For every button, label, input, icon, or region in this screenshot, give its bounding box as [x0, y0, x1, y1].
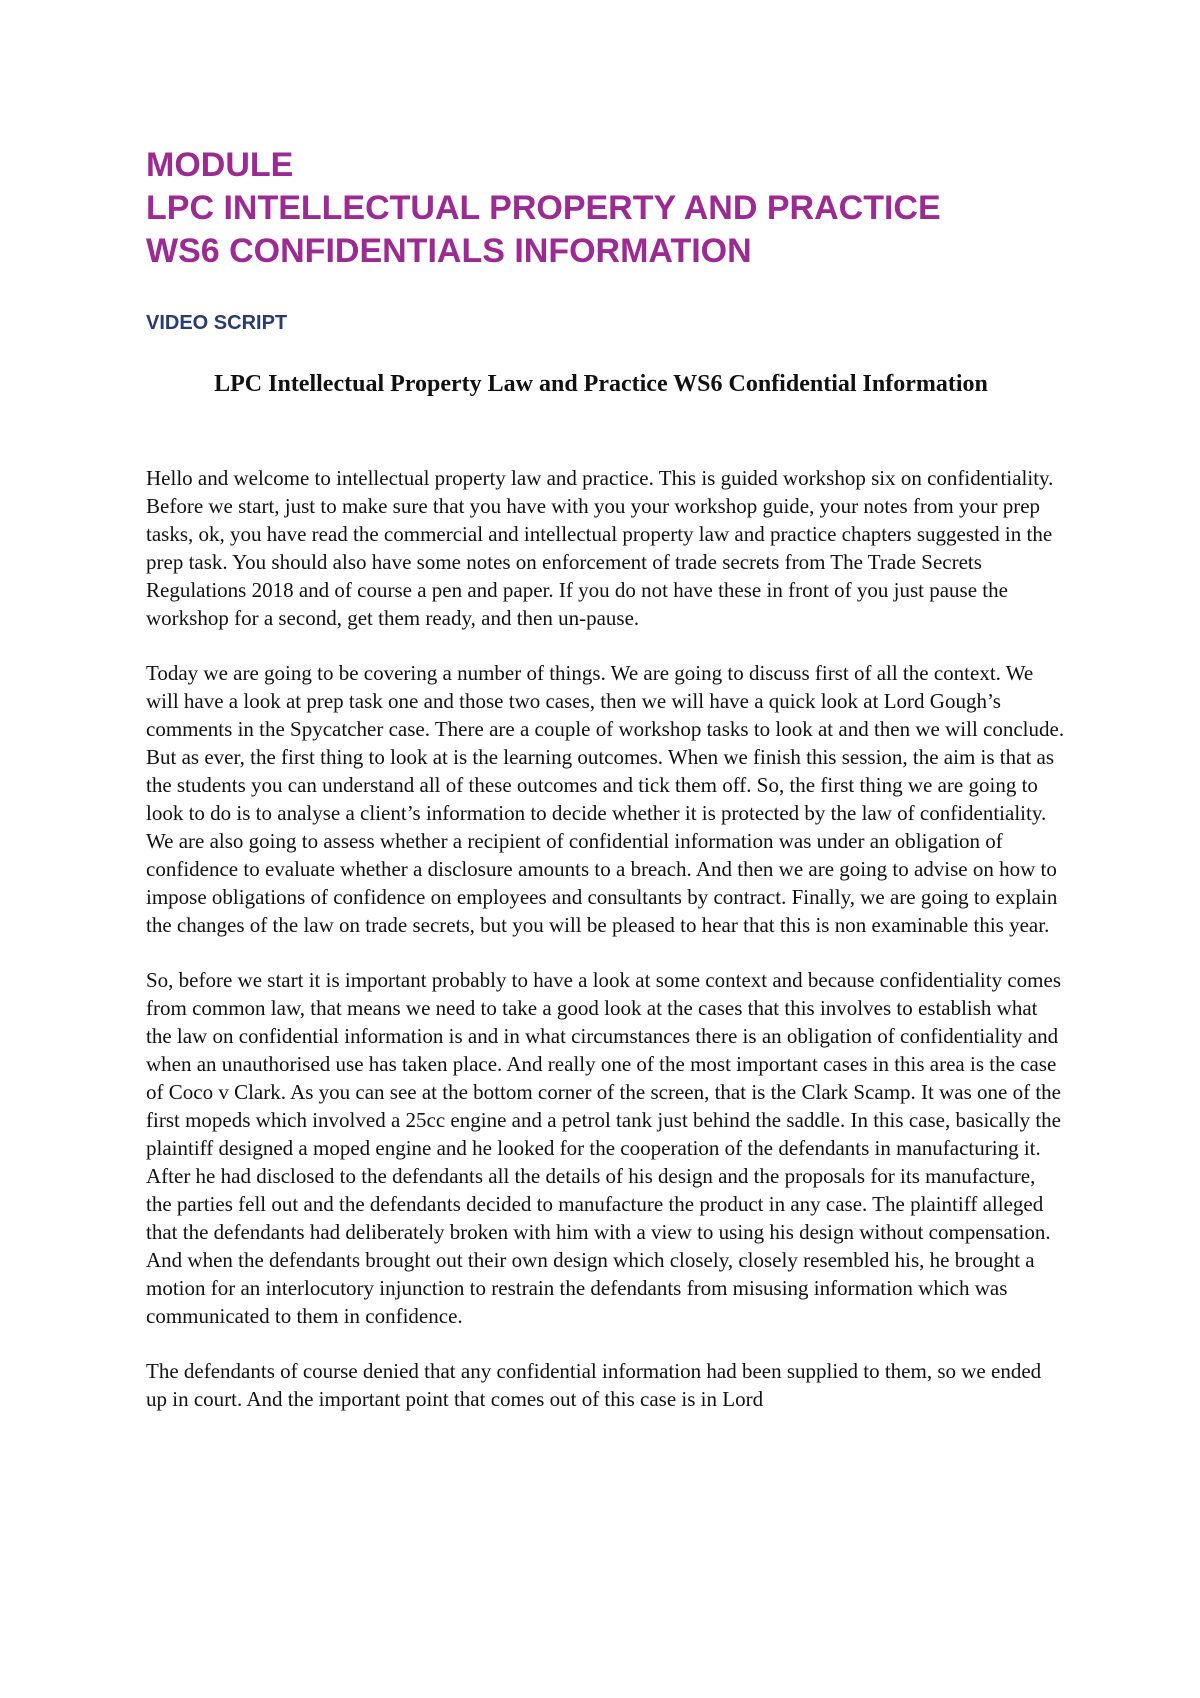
module-label: MODULE	[146, 146, 294, 184]
video-script-heading: VIDEO SCRIPT	[146, 312, 288, 334]
paragraph-outline: Today we are going to be covering a number of things. We are going to discuss first of all the context. We will have a look at prep task one and those two cases, then we will have a quick look at Lord Gough’s comments in the Spycatcher case. There are a couple of workshop tasks to look at and then we will conclude. But as ever, the first thing to look at is the learning outcomes. When we finish this session, the aim is that as the students you can understand all of these outcomes and tick them off. So, the first thing we are going to look to do is to analyse a client’s information to decide whether it is protected by the law of confidentiality. We are also going to assess whether a recipient of confidential information was under an obligation of confidence to evaluate whether a disclosure amounts to a breach. And then we are going to advise on how to impose obligations of confidence on employees and consultants by contract. Finally, we are going to explain the changes of the law on trade secrets, but you will be pleased to hear that this is non examinable this year.	[146, 661, 1065, 937]
workshop-title: WS6 CONFIDENTIALS INFORMATION	[146, 232, 752, 270]
document-body	[146, 464, 1066, 1440]
module-header	[146, 144, 1106, 273]
paragraph-defendants: The defendants of course denied that any confidential information had been supplied to them, so we ended up in court. And the important point that comes out of this case is in Lord	[146, 1359, 1042, 1411]
paragraph-context: So, before we start it is important probably to have a look at some context and because confidentiality comes from common law, that means we need to take a good look at the cases that this involves to establish what the law on confidential information is and in what circumstances there is an obligation of confidentiality and when an unauthorised use has taken place. And really one of the most important cases in this area is the case of Coco v Clark. As you can see at the bottom corner of the screen, that is the Clark Scamp. It was one of the first mopeds which involved a 25cc engine and a petrol tank just behind the saddle. In this case, basically the plaintiff designed a moped engine and he looked for the cooperation of the defendants in manufacturing it. After he had disclosed to the defendants all the details of his design and the proposals for its manufacture, the parties fell out and the defendants decided to manufacture the product in any case. The plaintiff alleged that the defendants had deliberately broken with him with a view to using his design without compensation. And when the defendants brought out their own design which closely, closely resembled his, he brought a motion for an interlocutory injunction to restrain the defendants from misusing information which was communicated to them in confidence.	[146, 968, 1061, 1328]
course-title: LPC INTELLECTUAL PROPERTY AND PRACTICE	[146, 189, 941, 227]
document-title: LPC Intellectual Property Law and Practice WS6 Confidential Information	[214, 371, 988, 397]
paragraph-intro: Hello and welcome to intellectual property law and practice. This is guided workshop six on confidentiality. Before we start, just to make sure that you have with you your workshop guide, your notes from your prep tasks, ok, you have read the commercial and intellectual property law and practice chapters suggested in the prep task. You should also have some notes on enforcement of trade secrets from The Trade Secrets Regulations 2018 and of course a pen and paper. If you do not have these in front of you just pause the workshop for a second, get them ready, and then un-pause.	[146, 466, 1054, 630]
